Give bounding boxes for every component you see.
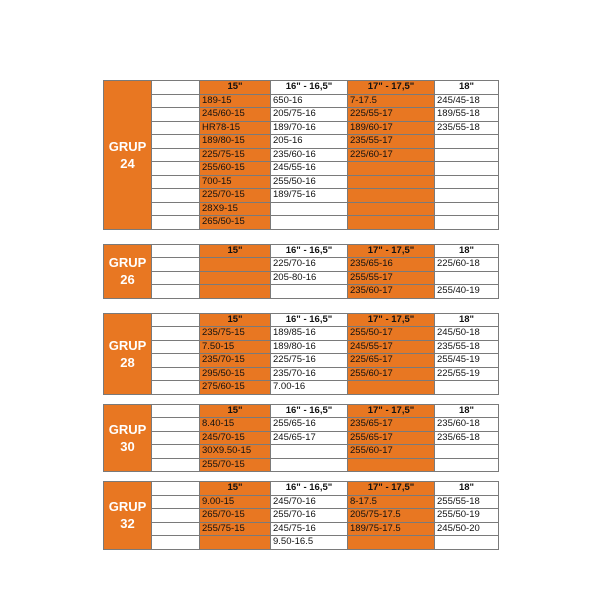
tire-size-cell: 245/60-15 xyxy=(200,108,271,122)
table-row xyxy=(104,108,499,122)
tire-size-cell xyxy=(348,381,435,395)
group-spacer xyxy=(103,299,498,313)
table-row xyxy=(104,94,499,108)
blank-cell xyxy=(152,108,200,122)
tire-size-cell: 245/55-16 xyxy=(271,162,348,176)
tire-size-cell: 245/45-18 xyxy=(435,94,499,108)
tire-size-cell xyxy=(348,536,435,550)
tire-size-cell: 189/55-18 xyxy=(435,108,499,122)
tire-size-cell xyxy=(435,175,499,189)
blank-cell xyxy=(152,404,200,418)
tire-size-cell: 255/45-19 xyxy=(435,354,499,368)
size-column-header: 17" - 17,5" xyxy=(348,244,435,258)
tire-size-cell: 189/75-16 xyxy=(271,189,348,203)
tire-size-cell: 225/70-15 xyxy=(200,189,271,203)
group-table xyxy=(103,481,499,550)
tire-size-cell xyxy=(200,258,271,272)
tire-size-cell: 235/65-16 xyxy=(348,258,435,272)
table-row xyxy=(104,216,499,230)
tire-size-cell: 205/75-16 xyxy=(271,108,348,122)
size-column-header: 17" - 17,5" xyxy=(348,404,435,418)
tire-size-cell: 255/65-17 xyxy=(348,431,435,445)
tire-size-cell: 225/75-15 xyxy=(200,148,271,162)
table-row xyxy=(104,135,499,149)
blank-cell xyxy=(152,121,200,135)
table-row xyxy=(104,327,499,341)
tire-size-cell: 205-80-16 xyxy=(271,271,348,285)
table-row xyxy=(104,354,499,368)
tire-size-cell: 235/75-15 xyxy=(200,327,271,341)
tire-size-cell: 205/75-17.5 xyxy=(348,509,435,523)
size-column-header: 17" - 17,5" xyxy=(348,313,435,327)
table-row xyxy=(104,418,499,432)
tire-size-cell xyxy=(200,285,271,299)
tire-size-chart xyxy=(103,80,498,550)
size-column-header: 16" - 16,5" xyxy=(271,81,348,95)
table-row xyxy=(104,509,499,523)
table-row xyxy=(104,536,499,550)
tire-size-cell xyxy=(200,271,271,285)
table-row xyxy=(104,175,499,189)
table-row xyxy=(104,431,499,445)
size-column-header: 15" xyxy=(200,404,271,418)
tire-size-cell: 650-16 xyxy=(271,94,348,108)
blank-cell xyxy=(152,458,200,472)
tire-size-cell: 235/55-17 xyxy=(348,135,435,149)
table-row xyxy=(104,458,499,472)
size-column-header: 16" - 16,5" xyxy=(271,313,348,327)
group-label-number: 26 xyxy=(120,272,135,287)
tire-size-cell: 235/60-16 xyxy=(271,148,348,162)
blank-cell xyxy=(152,482,200,496)
tire-size-cell: 255/70-15 xyxy=(200,458,271,472)
tire-size-cell: 265/70-15 xyxy=(200,509,271,523)
blank-cell xyxy=(152,495,200,509)
blank-cell xyxy=(152,148,200,162)
tire-size-cell xyxy=(435,162,499,176)
size-column-header: 15" xyxy=(200,313,271,327)
tire-size-cell xyxy=(348,175,435,189)
group-label xyxy=(104,313,152,394)
size-column-header: 18" xyxy=(435,81,499,95)
tire-size-cell: 255/70-16 xyxy=(271,509,348,523)
tire-size-cell: 189/75-17.5 xyxy=(348,522,435,536)
table-row xyxy=(104,381,499,395)
tire-size-cell: 235/65-18 xyxy=(435,431,499,445)
tire-size-cell xyxy=(435,271,499,285)
tire-size-cell xyxy=(348,162,435,176)
tire-size-cell: 245/70-16 xyxy=(271,495,348,509)
tire-size-cell: 9.50-16.5 xyxy=(271,536,348,550)
tire-size-cell: 235/55-18 xyxy=(435,340,499,354)
tire-size-cell: 235/55-18 xyxy=(435,121,499,135)
blank-cell xyxy=(152,340,200,354)
tire-size-cell xyxy=(435,458,499,472)
tire-size-cell: 189/80-16 xyxy=(271,340,348,354)
tire-size-cell xyxy=(348,189,435,203)
blank-cell xyxy=(152,285,200,299)
table-row xyxy=(104,121,499,135)
tire-size-cell: 189/60-17 xyxy=(348,121,435,135)
group-label-word: GRUP xyxy=(108,421,147,437)
tire-size-cell xyxy=(435,381,499,395)
blank-cell xyxy=(152,381,200,395)
blank-cell xyxy=(152,354,200,368)
group-table xyxy=(103,244,499,299)
blank-cell xyxy=(152,202,200,216)
tire-size-cell: 255/55-18 xyxy=(435,495,499,509)
tire-size-cell: 225/60-17 xyxy=(348,148,435,162)
group-table xyxy=(103,313,499,395)
table-row xyxy=(104,148,499,162)
tire-size-cell: 225/55-19 xyxy=(435,367,499,381)
blank-cell xyxy=(152,271,200,285)
table-row xyxy=(104,367,499,381)
tire-size-cell: 245/65-17 xyxy=(271,431,348,445)
blank-cell xyxy=(152,509,200,523)
size-column-header: 15" xyxy=(200,482,271,496)
blank-cell xyxy=(152,327,200,341)
tire-size-cell: 189/70-16 xyxy=(271,121,348,135)
blank-cell xyxy=(152,135,200,149)
blank-cell xyxy=(152,175,200,189)
group-label-number: 24 xyxy=(120,155,135,171)
group-label-word: GRUP xyxy=(108,138,147,154)
blank-cell xyxy=(152,189,200,203)
tire-size-cell xyxy=(271,285,348,299)
group-label-word: GRUP xyxy=(108,255,147,270)
tire-size-cell: 255/60-17 xyxy=(348,445,435,459)
tire-size-cell: 235/60-17 xyxy=(348,285,435,299)
tire-size-cell: 7.00-16 xyxy=(271,381,348,395)
table-row xyxy=(104,258,499,272)
table-row xyxy=(104,162,499,176)
blank-cell xyxy=(152,367,200,381)
table-row xyxy=(104,522,499,536)
tire-size-cell: 255/50-16 xyxy=(271,175,348,189)
tire-size-cell: 205-16 xyxy=(271,135,348,149)
table-row xyxy=(104,445,499,459)
table-row xyxy=(104,340,499,354)
blank-cell xyxy=(152,418,200,432)
group-label-number: 30 xyxy=(120,438,135,454)
tire-size-cell: 28X9-15 xyxy=(200,202,271,216)
tire-size-cell xyxy=(271,202,348,216)
tire-size-cell: 245/75-16 xyxy=(271,522,348,536)
tire-size-cell: 189/85-16 xyxy=(271,327,348,341)
size-column-header: 16" - 16,5" xyxy=(271,404,348,418)
group-label xyxy=(104,482,152,550)
tire-size-cell: 8.40-15 xyxy=(200,418,271,432)
table-row xyxy=(104,202,499,216)
tire-size-cell xyxy=(435,135,499,149)
group-spacer xyxy=(103,230,498,244)
blank-cell xyxy=(152,431,200,445)
blank-cell xyxy=(152,94,200,108)
tire-size-cell xyxy=(435,189,499,203)
group-label xyxy=(104,404,152,472)
blank-cell xyxy=(152,216,200,230)
tire-size-cell: 189-15 xyxy=(200,94,271,108)
size-column-header: 16" - 16,5" xyxy=(271,244,348,258)
group-spacer xyxy=(103,472,498,481)
tire-size-cell: 255/65-16 xyxy=(271,418,348,432)
size-column-header: 17" - 17,5" xyxy=(348,81,435,95)
group-table xyxy=(103,80,499,230)
tire-size-cell xyxy=(348,216,435,230)
group-label-number: 32 xyxy=(120,516,135,532)
tire-size-cell: 245/50-20 xyxy=(435,522,499,536)
blank-cell xyxy=(152,258,200,272)
tire-size-cell xyxy=(348,458,435,472)
blank-cell xyxy=(152,162,200,176)
tire-size-cell xyxy=(435,202,499,216)
tire-size-cell: 255/40-19 xyxy=(435,285,499,299)
tire-size-cell: 225/60-18 xyxy=(435,258,499,272)
tire-size-cell: 225/65-17 xyxy=(348,354,435,368)
tire-size-cell: 255/55-17 xyxy=(348,271,435,285)
tire-size-cell: 700-15 xyxy=(200,175,271,189)
tire-size-cell: 275/60-15 xyxy=(200,381,271,395)
tire-size-cell: 245/55-17 xyxy=(348,340,435,354)
table-row xyxy=(104,271,499,285)
tire-size-cell xyxy=(435,536,499,550)
tire-size-cell: 7-17.5 xyxy=(348,94,435,108)
tire-size-cell: 8-17.5 xyxy=(348,495,435,509)
tire-size-cell: 225/70-16 xyxy=(271,258,348,272)
size-column-header: 16" - 16,5" xyxy=(271,482,348,496)
blank-cell xyxy=(152,313,200,327)
table-row xyxy=(104,495,499,509)
tire-size-cell: 7.50-15 xyxy=(200,340,271,354)
table-row xyxy=(104,189,499,203)
tire-size-cell: 235/70-16 xyxy=(271,367,348,381)
blank-cell xyxy=(152,536,200,550)
tire-size-cell xyxy=(435,445,499,459)
tire-size-cell: 255/60-17 xyxy=(348,367,435,381)
size-column-header: 17" - 17,5" xyxy=(348,482,435,496)
tire-size-cell: 255/50-17 xyxy=(348,327,435,341)
group-label xyxy=(104,81,152,230)
tire-size-cell: 235/65-17 xyxy=(348,418,435,432)
blank-cell xyxy=(152,244,200,258)
group-label xyxy=(104,244,152,298)
blank-cell xyxy=(152,522,200,536)
tire-size-cell xyxy=(271,216,348,230)
tire-size-cell: 9.00-15 xyxy=(200,495,271,509)
size-column-header: 18" xyxy=(435,482,499,496)
tire-size-cell: 30X9.50-15 xyxy=(200,445,271,459)
tire-size-cell: 255/60-15 xyxy=(200,162,271,176)
group-label-word: GRUP xyxy=(108,337,147,353)
tire-size-cell xyxy=(200,536,271,550)
tire-size-cell: 295/50-15 xyxy=(200,367,271,381)
tire-size-cell: 255/75-15 xyxy=(200,522,271,536)
group-label-word: GRUP xyxy=(108,499,147,515)
tire-size-cell: 245/50-18 xyxy=(435,327,499,341)
tire-size-cell: 225/55-17 xyxy=(348,108,435,122)
table-row xyxy=(104,285,499,299)
group-spacer xyxy=(103,395,498,404)
blank-cell xyxy=(152,81,200,95)
size-column-header: 15" xyxy=(200,244,271,258)
tire-size-cell: 245/70-15 xyxy=(200,431,271,445)
group-table xyxy=(103,404,499,473)
size-column-header: 15" xyxy=(200,81,271,95)
tire-size-cell xyxy=(271,458,348,472)
tire-size-cell: 255/50-19 xyxy=(435,509,499,523)
tire-size-cell xyxy=(348,202,435,216)
tire-size-cell xyxy=(435,216,499,230)
size-column-header: 18" xyxy=(435,404,499,418)
size-column-header: 18" xyxy=(435,313,499,327)
blank-cell xyxy=(152,445,200,459)
tire-size-cell: 265/50-15 xyxy=(200,216,271,230)
tire-size-cell: 235/60-18 xyxy=(435,418,499,432)
tire-size-cell xyxy=(435,148,499,162)
tire-size-cell xyxy=(271,445,348,459)
tire-size-cell: HR78-15 xyxy=(200,121,271,135)
tire-size-cell: 225/75-16 xyxy=(271,354,348,368)
group-label-number: 28 xyxy=(120,354,135,370)
size-column-header: 18" xyxy=(435,244,499,258)
tire-size-cell: 235/70-15 xyxy=(200,354,271,368)
tire-size-cell: 189/80-15 xyxy=(200,135,271,149)
